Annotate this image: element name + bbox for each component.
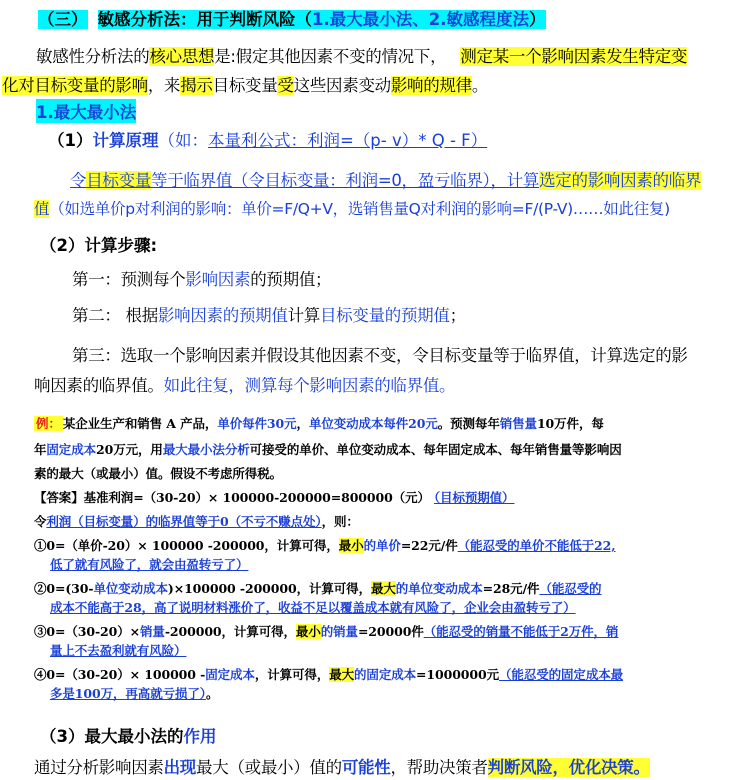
intro-text: 化 [2,76,19,95]
intro-line-1 [36,43,687,67]
intro-reveal: 揭示 [180,76,213,95]
principle-text: 等于临界值（令目标变量：利润=0，盈亏临界），计算 [151,171,540,190]
step-target: 目标变量的预期值 [319,306,450,325]
intro-core-idea: 核心思想 [149,47,215,66]
item-text: 。 [205,686,219,701]
intro-text: 敏感性分析法的 [36,47,150,66]
item-note: （能忍受的固定成本最 [499,667,624,682]
subsection-2-heading [40,232,157,256]
item-note: 多是100万，再高就亏损了） [50,686,206,701]
subsection-3-heading [40,723,216,747]
item-fixed-cost: 固定成本 [205,667,255,682]
example-text: 20万元，用 [96,442,163,457]
intro-text: 。 [471,76,489,95]
conclusion-text: 最大（或最小）值的 [196,758,342,777]
item-max: 最大 [329,667,355,682]
heading-suffix: ） [529,10,546,29]
principle-target-variable: 目标变量 [86,171,152,190]
item-text: ，计算可得， [254,667,330,682]
answer-target-note: （目标预期值） [433,490,515,505]
step-text: 第一：预测每个 [72,270,186,289]
subsection-title: 最大最小法的 [84,727,184,746]
item-volume: 的销量 [320,624,358,639]
item-price: 的单价 [363,538,401,553]
principle-line-2 [34,197,670,219]
subsection-number: （1） [48,131,93,150]
principle-critical: 选定的影响因素的临界 [539,171,702,190]
example-text: 可接受的单价、单位变动成本、每年固定成本、每年销售量等影响因 [249,442,622,457]
item-text: ③0=（30-20）× [34,624,141,639]
step-text: 响因素的临界值。 [34,376,164,395]
subsection-paren: （如： [158,131,208,150]
intro-text: 受 [277,76,294,95]
item-min: 最小 [295,624,321,639]
example-line-1 [34,414,604,432]
step-factor: 影响因素 [185,270,251,289]
intro-line-2 [2,72,488,96]
item-max: 最大 [370,581,396,596]
item-result: =28元/件 [482,581,540,596]
conclusion-text: 通过分析影响因素 [34,758,164,777]
subsection-number: （3） [40,727,85,746]
example-method: 最大最小法分析 [162,442,250,457]
item-1-line-2: 低了就有风险了，就会由盈转亏了） [50,557,249,572]
item-text: )×100000 -200000，计算可得， [167,581,371,596]
item-note: （能忍受的单价不能低于22, [457,538,616,553]
item-text: ④0=（30-20）× 100000 - [34,667,206,682]
item-4-line-1 [34,665,623,683]
item-4-line-2 [50,684,218,702]
step-text: 计算 [287,306,320,325]
item-fixed-cost: 的固定成本 [354,667,417,682]
item-1-line-1 [34,536,616,554]
principle-example: （如选单价p对利润的影响：单价=F/Q+V，选销售量Q对利润的影响=F/(P-V)……如此往复) [49,200,670,218]
intro-measure: 测定 [460,47,493,66]
intro-text: 目标变量 [212,76,278,95]
example-fixed-cost: 固定成本 [46,442,97,457]
item-result: =20000件 [357,624,424,639]
example-text: ， [296,416,309,431]
target-line [34,512,359,530]
conclusion-decision: 判断风险，优化决策。 [487,758,650,777]
conclusion-possibility: 可能性 [341,758,391,777]
answer-base-profit: 【答案】基准利润=（30-20）× 100000-200000=800000（元） [34,490,430,505]
conclusion-line [34,754,650,778]
item-text: -200000，计算可得， [164,624,296,639]
heading-methods: 1.最大最小法、2.敏感程度法 [312,10,529,29]
target-text: 令 [34,514,47,529]
intro-factor: 某一个影响因素发生特定变 [492,47,688,66]
item-result: =1000000元 [416,667,500,682]
item-text: ①0=（单价-20）× 100000 -200000，计算可得， [34,538,339,553]
step-measure: 测算每个影响因素的临界值。 [244,376,456,395]
item-variable-cost: 单位变动成本 [93,581,168,596]
method-1-title: 1.最大最小法 [36,99,136,123]
step-text: 第二： 根据 [72,306,158,325]
step-2 [72,302,466,326]
subsection-title-emphasis: 作用 [183,727,217,746]
item-3-line-2: 量上不去盈利就有风险） [50,643,187,658]
heading-title: 敏感分析法：用于判断风险（ [97,10,312,29]
target-critical: 利润（目标变量）的临界值等于0（不亏不赚点处） [46,514,322,529]
example-line-2 [34,440,622,458]
principle-line-1 [70,167,701,191]
item-2-line-1 [34,579,601,597]
intro-law: 影响的规律 [390,76,472,95]
item-variable-cost: 的单位变动成本 [395,581,483,596]
example-price: 单价每件30元 [217,416,297,431]
step-factor: 影响因素的预期值 [157,306,288,325]
example-text: 年 [34,442,47,457]
example-text: 10万件，每 [536,416,604,431]
conclusion-text: ，帮助决策者 [390,758,488,777]
intro-text: 这些因素变动 [293,76,391,95]
item-note: （能忍受的销量不能低于2万件，销 [423,624,619,639]
example-line-3: 素的最大（或最小）值。假设不考虑所得税。 [34,466,283,481]
section-heading [38,6,546,30]
answer-line [34,488,514,506]
example-text: 某企业生产和销售 A 产品， [62,416,218,431]
subsection-title: 计算原理 [92,131,159,150]
subsection-number: （2） [40,236,85,255]
subsection-1-heading [48,127,487,151]
conclusion-occur: 出现 [163,758,197,777]
item-volume: 销量 [140,624,165,639]
item-note: （能忍受的 [539,581,602,596]
step-3-line-2 [34,372,455,396]
heading-prefix: （三） [38,10,88,29]
principle-text: 值 [34,200,50,218]
step-3-line-1: 第三：选取一个影响因素并假设其他因素不变，令目标变量等于临界值，计算选定的影 [72,346,688,365]
principle-text: 令 [70,171,87,190]
step-1 [72,266,331,290]
step-text: ； [449,306,466,325]
intro-text: ，来 [147,76,181,95]
example-variable-cost: 单位变动成本每件20元 [308,416,438,431]
example-volume: 销售量 [499,416,537,431]
example-text: 。预测每年 [437,416,500,431]
intro-impact: 对目标变量的影响 [18,76,148,95]
step-text: 的预期值； [250,270,332,289]
subsection-title: 计算步骤: [84,236,158,255]
intro-text: 是:假定其他因素不变的情况下， [214,47,447,66]
item-3-line-1 [34,622,618,640]
step-repeat: 如此往复， [163,376,245,395]
profit-formula: 本量利公式：利润=（p- v）* Q - F） [207,131,488,150]
item-text: ②0=(30- [34,581,94,596]
item-2-line-2: 成本不能高于28，高了说明材料涨价了，收益不足以覆盖成本就有风险了，企业会由盈转亏了） [50,600,576,615]
example-tag: 例： [36,416,61,431]
item-min: 最小 [338,538,364,553]
item-result: =22元/件 [400,538,458,553]
target-text: ，则： [321,514,359,529]
